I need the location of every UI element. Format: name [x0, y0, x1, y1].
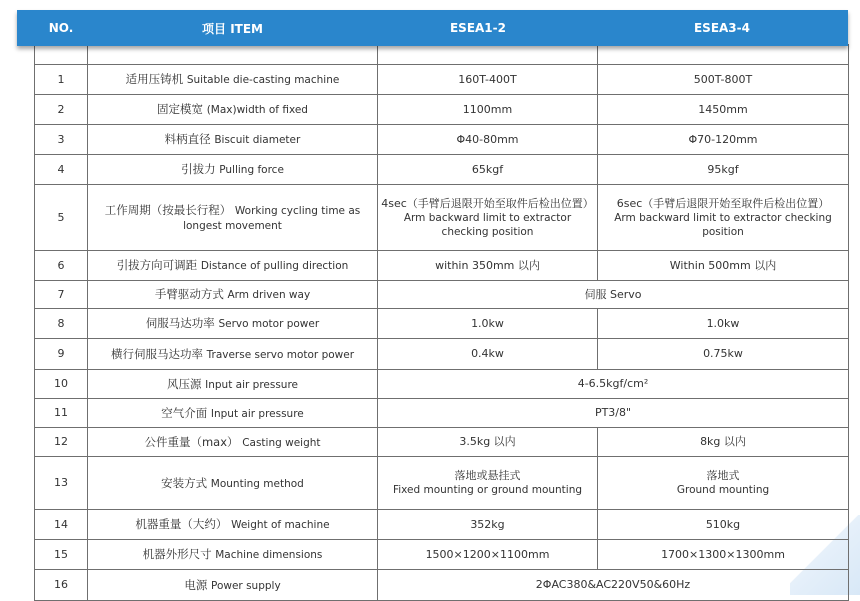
item-zh: 工作周期（按最长行程） [104, 202, 232, 217]
item-en: Weight of machine [231, 519, 330, 531]
item-zh: 引拔力 [181, 162, 216, 176]
item-en: Servo motor power [218, 318, 320, 330]
row-value-b: 1.0kw [598, 309, 849, 339]
row-value-b: 0.75kw [598, 339, 849, 370]
table-row [35, 125, 849, 155]
row-item [88, 281, 378, 309]
value-b-en: Ground mounting [676, 484, 770, 496]
row-item [88, 399, 378, 428]
table-row [35, 540, 849, 570]
row-item [88, 251, 378, 281]
row-no: 2 [35, 95, 88, 125]
row-value-b: 510kg [598, 510, 849, 540]
row-value-a: 1500×1200×1100mm [378, 540, 598, 570]
item-zh: 机器外形尺寸 [142, 547, 212, 561]
table-row [35, 428, 849, 457]
row-value-a: 160T-400T [378, 65, 598, 95]
row-no: 5 [35, 185, 88, 251]
item-en: Suitable die-casting machine [186, 74, 340, 86]
row-value-a: Φ40-80mm [378, 125, 598, 155]
row-no: 1 [35, 65, 88, 95]
header-item: 项目 ITEM [202, 21, 263, 36]
row-value-merged: 4-6.5kgf/cm² [378, 370, 849, 399]
table-row [35, 95, 849, 125]
table-row [35, 399, 849, 428]
table-row [35, 570, 849, 601]
table-row [35, 370, 849, 399]
item-zh: 机器重量（大约） [135, 517, 228, 531]
row-no: 13 [35, 457, 88, 510]
table-row [35, 251, 849, 281]
item-zh: 安装方式 [161, 475, 208, 490]
row-value-b: Within 500mm 以内 [598, 251, 849, 281]
row-item [88, 45, 378, 65]
item-en: Distance of pulling direction [200, 260, 349, 272]
row-no: 9 [35, 339, 88, 370]
table-row [35, 281, 849, 309]
row-item [88, 155, 378, 185]
table-row [35, 155, 849, 185]
item-en: (Max)width of fixed [206, 104, 308, 116]
row-value-a: 352kg [378, 510, 598, 540]
row-no: 8 [35, 309, 88, 339]
row-value-a [378, 45, 598, 65]
row-item [88, 510, 378, 540]
table-row [35, 339, 849, 370]
row-value-b: 95kgf [598, 155, 849, 185]
row-item [88, 540, 378, 570]
table-row [35, 45, 849, 65]
item-zh: 伺服马达功率 [145, 316, 215, 330]
row-item [88, 339, 378, 370]
item-zh: 电源 [184, 577, 208, 592]
value-b-zh: 落地式 [706, 469, 740, 482]
item-zh: 空气介面 [161, 405, 208, 420]
row-no: 6 [35, 251, 88, 281]
row-item [88, 65, 378, 95]
value-a-en: Arm backward limit to extractor checking position [403, 211, 572, 238]
row-item [88, 95, 378, 125]
item-en: Power supply [210, 579, 281, 592]
row-no: 12 [35, 428, 88, 457]
row-value-b: 8kg 以内 [598, 428, 849, 457]
value-b-zh: 6sec（手臂后退限开始至取件后检出位置） [616, 196, 830, 210]
row-no: 16 [35, 570, 88, 601]
item-en: Machine dimensions [215, 549, 323, 561]
row-value-a: 0.4kw [378, 339, 598, 370]
table-row [35, 309, 849, 339]
row-value-a: 1.0kw [378, 309, 598, 339]
row-no: 10 [35, 370, 88, 399]
table-row [35, 185, 849, 251]
header-model-b: ESEA3-4 [693, 21, 750, 35]
row-item [88, 309, 378, 339]
item-en: Working cycling time as longest movement [183, 204, 361, 232]
row-no: 14 [35, 510, 88, 540]
row-value-a: within 350mm 以内 [378, 251, 598, 281]
item-zh: 适用压铸机 [125, 72, 184, 86]
row-item [88, 125, 378, 155]
header-no: NO. [48, 21, 74, 35]
row-value-a [378, 185, 598, 251]
item-zh: 公件重量（max） [144, 434, 239, 449]
row-value-b [598, 457, 849, 510]
item-zh: 风压源 [166, 376, 202, 391]
table-row [35, 510, 849, 540]
row-no: 3 [35, 125, 88, 155]
row-value-b: 1450mm [598, 95, 849, 125]
row-value-b [598, 185, 849, 251]
row-value-b: 500T-800T [598, 65, 849, 95]
row-item [88, 457, 378, 510]
row-value-b: 1700×1300×1300mm [598, 540, 849, 570]
item-en: Mounting method [210, 477, 304, 490]
item-en: Input air pressure [210, 407, 304, 420]
row-value-b [598, 45, 849, 65]
row-item [88, 370, 378, 399]
row-no: 4 [35, 155, 88, 185]
value-a-zh: 4sec（手臂后退限开始至取件后检出位置） [381, 196, 594, 210]
item-zh: 引拔方向可调距 [116, 258, 198, 272]
row-no: 11 [35, 399, 88, 428]
row-value-a: 3.5kg 以内 [378, 428, 598, 457]
table-row [35, 457, 849, 510]
item-zh: 横行伺服马达功率 [110, 346, 203, 361]
table-row [35, 65, 849, 95]
row-item [88, 428, 378, 457]
item-en: Traverse servo motor power [206, 348, 355, 361]
row-no: 7 [35, 281, 88, 309]
item-en: Casting weight [242, 436, 321, 449]
item-zh: 手臂驱动方式 [154, 287, 224, 301]
row-no [35, 45, 88, 65]
header-model-a: ESEA1-2 [449, 21, 506, 35]
row-value-merged: 伺服 Servo [378, 281, 849, 309]
value-a-zh: 落地或悬挂式 [454, 469, 521, 482]
item-zh: 料柄直径 [164, 132, 211, 146]
value-a-en: Fixed mounting or ground mounting [392, 484, 583, 496]
row-value-b: Φ70-120mm [598, 125, 849, 155]
item-en: Input air pressure [205, 378, 299, 391]
row-item [88, 570, 378, 601]
row-value-merged: PT3/8" [378, 399, 849, 428]
item-zh: 固定模宽 [157, 102, 204, 116]
row-value-a: 65kgf [378, 155, 598, 185]
item-en: Arm driven way [227, 289, 311, 301]
value-b-en: Arm backward limit to extractor checking position [614, 211, 832, 238]
row-no: 15 [35, 540, 88, 570]
row-value-merged: 2ΦAC380&AC220V50&60Hz [378, 570, 849, 601]
row-value-a [378, 457, 598, 510]
row-item [88, 185, 378, 251]
table-header [17, 10, 848, 46]
item-en: Biscuit diameter [214, 134, 301, 146]
item-en: Pulling force [219, 164, 284, 176]
row-value-a: 1100mm [378, 95, 598, 125]
spec-table [34, 44, 849, 601]
